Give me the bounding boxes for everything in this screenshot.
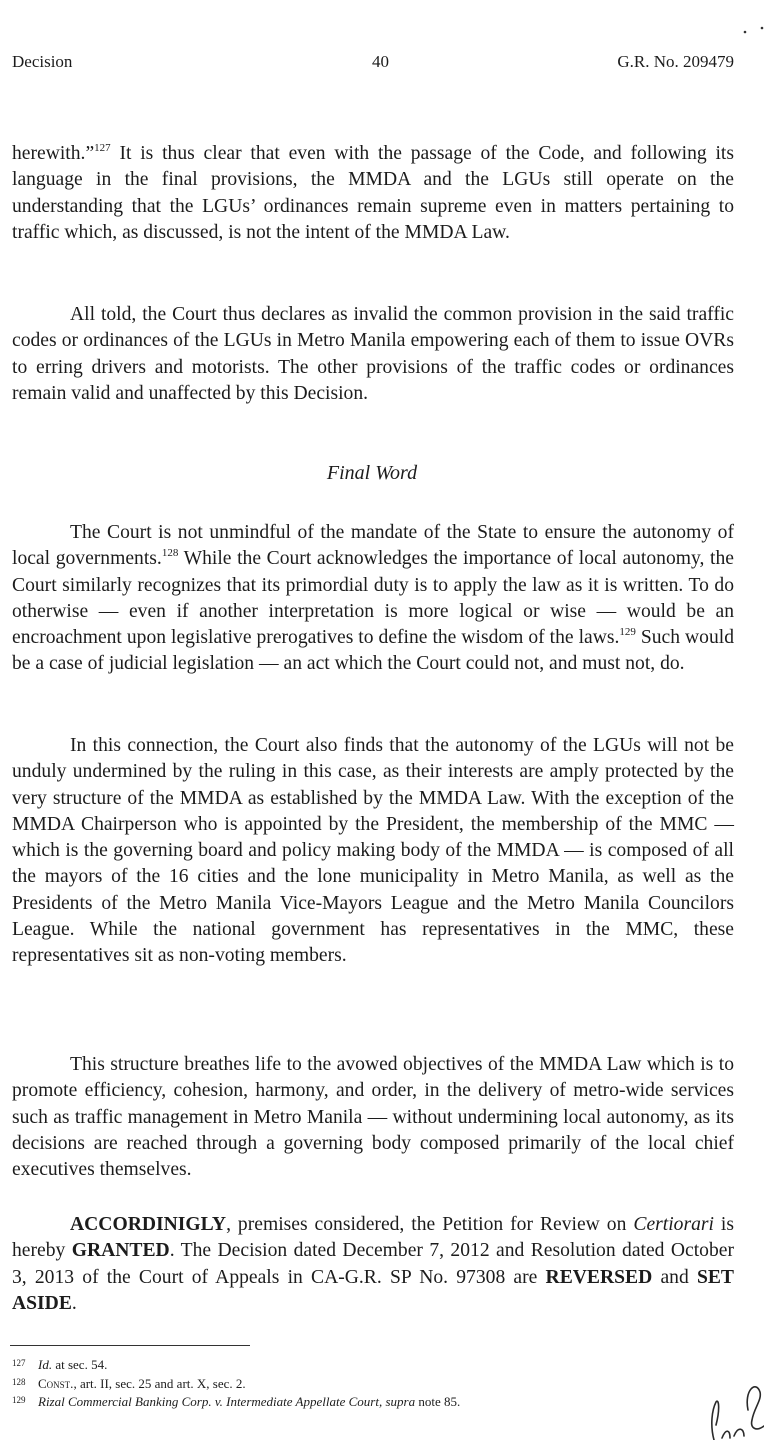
- smallcaps-text: Const.: [38, 1375, 74, 1391]
- footnote-128: [12, 1374, 652, 1393]
- paragraph-objectives: [12, 1052, 734, 1183]
- text-run: , premises considered, the Petition for Review on: [226, 1214, 634, 1235]
- italic-text: Rizal Commercial Banking Corp. v. Intermediate Appellate Court, supra: [38, 1394, 416, 1409]
- italic-text: Certiorari: [633, 1214, 714, 1235]
- paragraph: [12, 141, 734, 246]
- paragraph-continuation: [12, 141, 734, 246]
- text-run: is hereby: [12, 1214, 734, 1262]
- text-run: .: [71, 1292, 77, 1314]
- footnote-number: 128: [12, 1376, 26, 1387]
- italic-text: Id.: [38, 1357, 53, 1372]
- footnote-reference: 129: [619, 626, 636, 639]
- text-run: It is thus clear that even with the passage of the Code, and following its language in the final provisions, the MMDA and the LGUs still operate on the understanding that the LGUs’ ordinances remain supreme even in matters pertaining to traffic which, as discussed, is not the intent of the MMDA Law.: [12, 143, 734, 243]
- text-run: The Court is not unmindful of the mandate of the State to ensure the autonomy of local governments.: [12, 522, 734, 570]
- bold-text: ACCORDINIGLY: [70, 1214, 227, 1235]
- text-run: and: [652, 1266, 697, 1288]
- text-run: . The Decision dated December 7, 2012 and Resolution dated October 3, 2013 of the Court of Appeals in CA-G.R. SP No. 97308 are: [12, 1240, 734, 1288]
- paragraph-invalid-provision: [12, 302, 734, 407]
- text-run: note 85.: [415, 1394, 461, 1409]
- paragraph: [12, 520, 734, 678]
- footnote-127: [12, 1355, 652, 1374]
- text-run: While the Court acknowledges the importance of local autonomy, the Court similarly recognizes that its primordial duty is to apply the law as it is written. To do otherwise — even if another interpretation is more logical or wise — would be an encroachment upon legislative prerogatives to define the wisdom of the laws.: [12, 548, 734, 649]
- footnote-129: [12, 1392, 652, 1411]
- bold-text: REVERSED: [545, 1266, 653, 1288]
- footnote-divider: [10, 1345, 250, 1346]
- text-run: Such would be a case of judicial legislation — an act which the Court could not, and must not, do.: [12, 627, 734, 675]
- paragraph: [12, 733, 734, 970]
- footnote-reference: 127: [94, 142, 111, 154]
- case-number: G.R. No. 209479: [617, 52, 734, 71]
- text-run: , art. II, sec. 25 and art. X, sec. 2.: [73, 1375, 246, 1391]
- bold-text: GRANTED: [71, 1240, 170, 1262]
- text-run: In this connection, the Court also finds that the autonomy of the LGUs will not be unduly undermined by the ruling in this case, as their interests are amply protected by the very structure of the MMDA as established by the MMDA Law. With the exception of the MMDA Chairperson who is appointed by the President, the membership of the MMC — which is the governing board and policy making body of the MMDA — is composed of all the mayors of the 16 cities and the lone municipality in Metro Manila, as well as the Presidents of the Metro Manila Vice-Mayors League and the Metro Manila Councilors League. While the national government has representatives in the MMC, these representatives sit as non-voting members.: [12, 735, 734, 967]
- page-header: [12, 52, 734, 76]
- text-run: herewith.”: [12, 143, 95, 164]
- scan-specks-icon: [720, 20, 764, 40]
- paragraph-dispositive: [12, 1212, 734, 1317]
- document-type-label: Decision: [12, 52, 73, 71]
- page-number: 40: [372, 52, 389, 71]
- footnote-reference: 128: [161, 547, 179, 560]
- paragraph: [12, 302, 734, 407]
- footnote-number: 127: [12, 1358, 26, 1368]
- paragraph-mmda-structure: [12, 733, 734, 970]
- footnotes: [12, 1355, 652, 1411]
- paragraph: [12, 1052, 734, 1183]
- section-heading: Final Word: [326, 462, 418, 484]
- bold-text: SET ASIDE: [12, 1266, 734, 1314]
- signature-mark-icon: [700, 1370, 764, 1440]
- text-run: This structure breathes life to the avowed objectives of the MMDA Law which is to promote efficiency, cohesion, harmony, and order, in the delivery of metro-wide services such as traffic management in Metro Manila — without undermining local autonomy, as its decisions are reached through a governing body composed primarily of the local chief executives themselves.: [12, 1054, 734, 1181]
- text-run: All told, the Court thus declares as invalid the common provision in the said traffic codes or ordinances of the LGUs in Metro Manila empowering each of them to issue OVRs to erring drivers and motorists. The other provisions of the traffic codes or ordinances remain valid and unaffected by this Decision.: [12, 304, 734, 404]
- paragraph: [12, 1212, 734, 1317]
- footnote-number: 129: [12, 1395, 26, 1405]
- text-run: at sec. 54.: [52, 1357, 108, 1372]
- paragraph-local-autonomy: [12, 520, 734, 678]
